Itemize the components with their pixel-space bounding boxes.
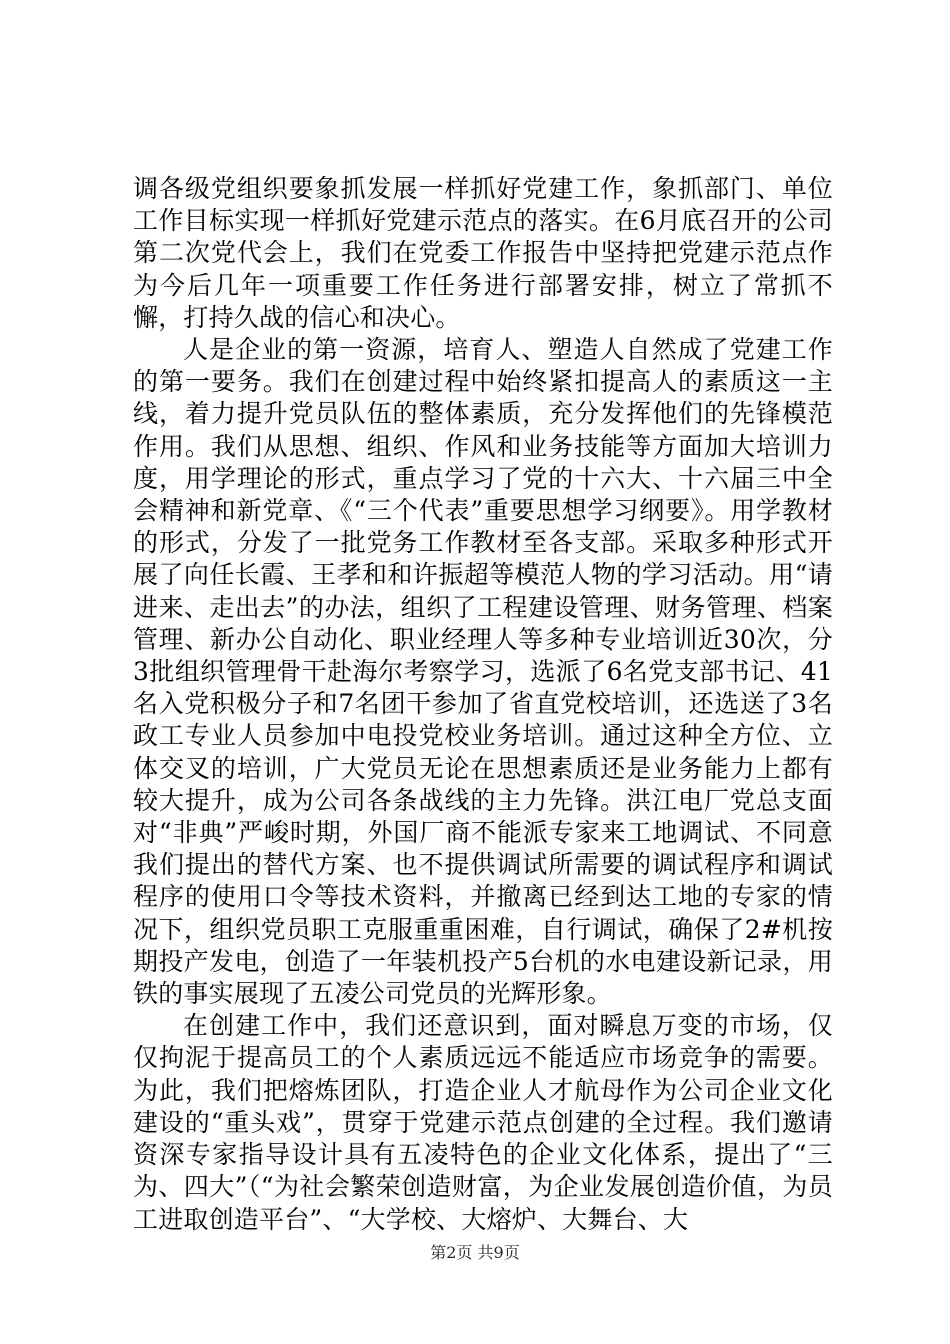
page-footer: 第2页 共9页 (430, 1243, 520, 1262)
paragraph-1: 调各级党组织要象抓发展一样抓好党建工作，象抓部门、单位工作目标实现一样抓好党建示范点的落实。在6月底召开的公司第二次党代会上，我们在党委工作报告中坚持把党建示范点作为今后几年一项重要工作任务进行部署安排，树立了常抓不懈，打持久战的信心和决心。 (133, 174, 833, 332)
paragraph-2: 人是企业的第一资源，培育人、塑造人自然成了党建工作的第一要务。我们在创建过程中始终紧扣提高人的素质这一主线，着力提升党员队伍的整体素质，充分发挥他们的先锋模范作用。我们从思想、组织、作风和业务技能等方面加大培训力度，用学理论的形式，重点学习了党的十六大、十六届三中全会精神和新党章、《“三个代表”重要思想学习纲要》。用学教材的形式，分发了一批党务工作教材至各支部。采取多种形式开展了向任长霞、王孝和和许振超等模范人物的学习活动。用“请进来、走出去”的办法，组织了工程建设管理、财务管理、档案管理、新办公自动化、职业经理人等多种专业培训近30次，分3批组织管理骨干赴海尔考察学习，选派了6名党支部书记、41名入党积极分子和7名团干参加了省直党校培训，还选送了3名政工专业人员参加中电投党校业务培训。通过这种全方位、立体交叉的培训，广大党员无论在思想素质还是业务能力上都有较大提升，成为公司各条战线的主力先锋。洪江电厂党总支面对“非典”严峻时期，外国厂商不能派专家来工地调试、不同意我们提出的替代方案、也不提供调试所需要的调试程序和调试程序的使用口令等技术资料，并撤离已经到达工地的专家的情况下，组织党员职工克服重重困难，自行调试，确保了2#机按期投产发电，创造了一年装机投产5台机的水电建设新记录，用铁的事实展现了五凌公司党员的光辉形象。 (133, 335, 833, 1009)
document-body (133, 173, 833, 1236)
paragraph-3: 在创建工作中，我们还意识到，面对瞬息万变的市场，仅仅拘泥于提高员工的个人素质远远不能适应市场竞争的需要。为此，我们把熔炼团队，打造企业人才航母作为公司企业文化建设的“重头戏”，贯穿于党建示范点创建的全过程。我们邀请资深专家指导设计具有五凌特色的企业文化体系，提出了“三为、四大”（“为社会繁荣创造财富，为企业发展创造价值，为员工进取创造平台”、“大学校、大熔炉、大舞台、大 (133, 1011, 833, 1234)
